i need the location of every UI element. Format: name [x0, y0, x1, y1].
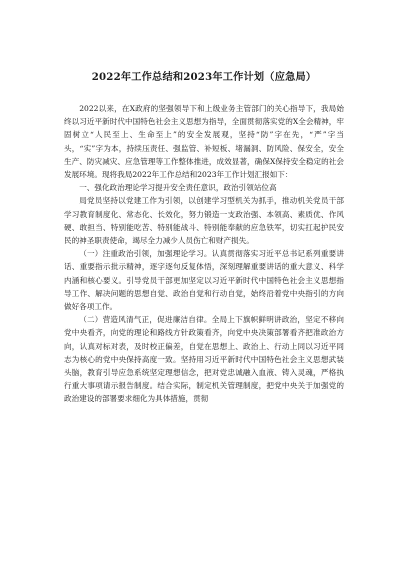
section-heading: 一、强化政治理论学习提升安全责任意识，政治引领站位高	[79, 183, 277, 193]
body-paragraph: （一）注重政治引领，加强理论学习。认真贯彻落实习近平总书记系列重要讲话、重要指示批示精神，逐字逐句反复体悟，深刻理解重要讲话的重大意义、科学内涵和核心要义。引导党员干部更加坚定以习近平新时代中国特色社会主义思想指导工作、解决问题的思想自觉、政治自觉和行动自觉，始终沿着党中央指引的方向做好各项工作。	[64, 249, 344, 312]
body-paragraph: 局党员坚持以党建工作为引领，以创建学习型机关为抓手，推动机关党员干部学习教育制度化、常态化、长效化，努力锻造一支政治强、本领高、素质优、作风硬、敢担当、特别能吃苦、特别能战斗、特别能奉献的应急铁军，切实扛起护民安民的神圣职责使命，竭尽全力减少人员伤亡和财产损失。	[64, 196, 344, 246]
document-title: 2022年工作总结和2023年工作计划（应急局）	[91, 71, 317, 83]
intro-paragraph: 2022以来，在X政府的坚强领导下和上级业务主管部门的关心指导下，我局始终以习近平新时代中国特色社会主义思想为指导，全面贯彻落实党的X全会精神，牢固树立“人民至上、生命至上”的安全发展观，坚持“防”字在先，“严”字当头，“实”字为本，持续压责任、强监管、补短板、堵漏洞、防风险、保安全，安全生产、防灾减灾、应急管理等工作整体推进，成效显著，确保X保持安全稳定的社会发展环境。现将我局2022年工作总结和2023年工作计划汇报如下：	[64, 104, 344, 180]
body-paragraph: （二）营造风清气正，促进廉洁自律。全局上下旗帜鲜明讲政治，坚定不移向党中央看齐，向党的理论和路线方针政策看齐，向党中央决策部署看齐把准政治方向，认真对标对表，及时校正偏差，自觉在思想上、政治上、行动上同以习近平同志为核心的党中央保持高度一致。坚持用习近平新时代中国特色社会主义思想武装头脑，教育引导应急系统坚定理想信念，把对党忠诚融入血液、铸入灵魂，严格执行重大事项请示报告制度。结合实际，制定机关管理制度，把党中央关于加强党的政治建设的部署要求细化为具体措施，贯彻	[64, 315, 344, 404]
